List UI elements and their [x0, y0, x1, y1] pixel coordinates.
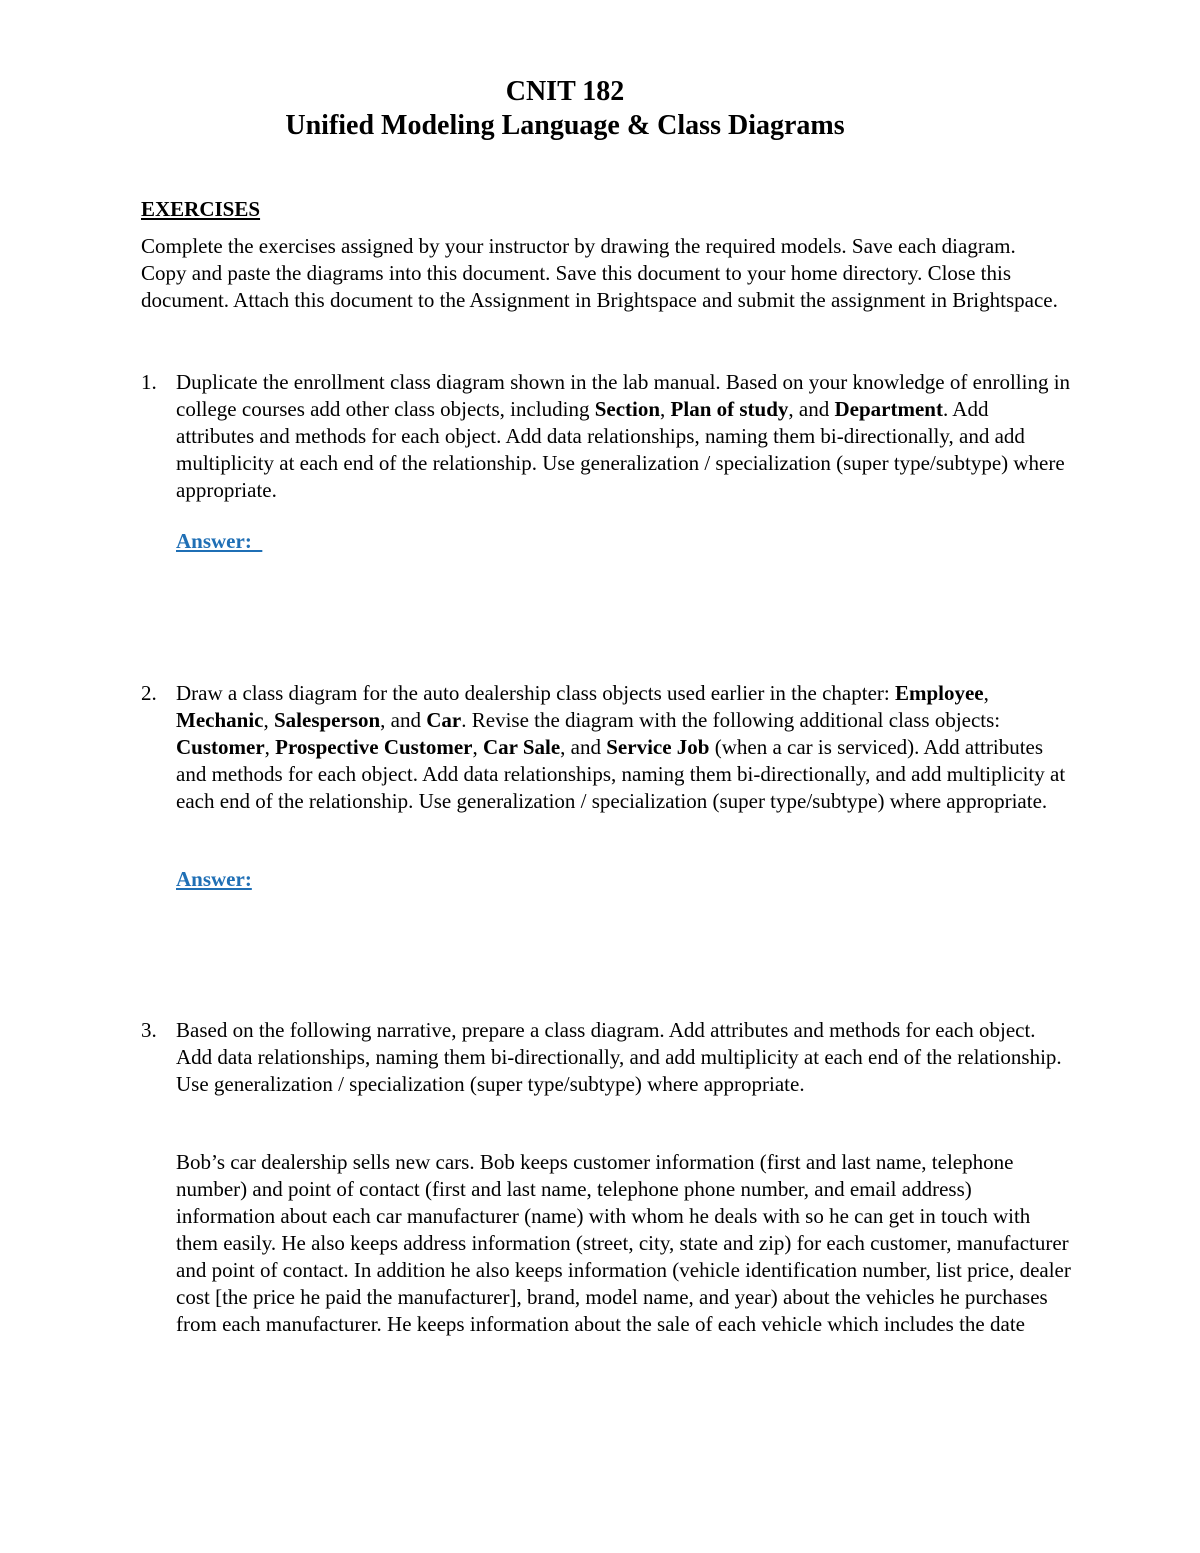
intro-paragraph: Complete the exercises assigned by your instructor by drawing the required models. Save each diagram. Copy and paste the diagrams into this document. Save this document to your home directory. Close this document. Attach this document to the Assignment in Brightspace and submit the assignment in Brightspace.	[141, 234, 1058, 312]
class-service-job: Service Job	[606, 735, 710, 759]
class-plan-of-study: Plan of study	[670, 397, 789, 421]
exercise-2-text-part: ,	[983, 681, 989, 705]
document-title: Unified Modeling Language & Class Diagrams	[285, 110, 845, 141]
exercise-2-answer-label: Answer:	[176, 867, 252, 891]
class-car-sale: Car Sale	[482, 735, 561, 759]
exercise-2-text-part: Draw a class diagram for the auto dealership class objects used earlier in the chapter:	[176, 681, 895, 705]
class-car: Car	[426, 708, 462, 732]
exercise-2-text-part: ,	[472, 735, 483, 759]
course-code-title: CNIT 182	[505, 76, 625, 107]
exercise-2-text-part: , and	[560, 735, 607, 759]
exercise-1-text-part: , and	[788, 397, 835, 421]
class-section: Section	[594, 397, 661, 421]
exercise-2-text-part: , and	[380, 708, 427, 732]
exercises-heading: EXERCISES	[141, 197, 261, 221]
class-employee: Employee	[894, 681, 984, 705]
exercise-2-text-part: ,	[264, 735, 276, 759]
exercise-1-number: 1.	[141, 370, 157, 394]
exercise-3-number: 3.	[141, 1018, 157, 1042]
exercise-2-number: 2.	[141, 681, 157, 705]
class-department: Department	[834, 397, 943, 421]
class-mechanic: Mechanic	[176, 708, 264, 732]
class-customer: Customer	[176, 735, 265, 759]
class-prospective-customer: Prospective Customer	[275, 735, 473, 759]
exercise-1-answer-label: Answer:	[176, 529, 263, 553]
exercise-2-text-part: (when a car is serviced). Add attributes and methods for each object. Add data relationships, naming them bi-directionally, and add multiplicity at each end of the relationship. Use generalization / specialization (super type/subtype) where appropriate.	[176, 735, 1066, 813]
exercise-1-text-part: . Add attributes and methods for each object. Add data relationships, naming them bi-directionally, and add multiplicity at each end of the relationship. Use generalization / specialization (super type/subtype) where appropriate.	[176, 397, 1065, 502]
exercise-1-text-part: Duplicate the enrollment class diagram shown in the lab manual. Based on your knowledge of enrolling in college courses add other class objects, including	[176, 370, 1071, 421]
exercise-1-text-part: ,	[660, 397, 671, 421]
exercise-3-text: Based on the following narrative, prepare a class diagram. Add attributes and methods for each object. Add data relationships, naming them bi-directionally, and add multiplicity at each end of the relationship. Use generalization / specialization (super type/subtype) where appropriate.	[176, 1018, 1062, 1096]
exercise-1-text	[176, 369, 1071, 504]
class-salesperson: Salesperson	[273, 708, 381, 732]
exercise-2-text-part: . Revise the diagram with the following additional class objects:	[461, 708, 1001, 732]
exercise-2-text-part: ,	[263, 708, 274, 732]
exercise-2-text	[176, 680, 1071, 815]
exercise-3-narrative: Bob’s car dealership sells new cars. Bob keeps customer information (first and last name, telephone number) and point of contact (first and last name, telephone phone number, and email address) information about each car manufacturer (name) with whom he deals with so he can get in touch with them easily. He also keeps address information (street, city, state and zip) for each customer, manufacturer and point of contact. In addition he also keeps information (vehicle identification number, list price, dealer cost [the price he paid the manufacturer], brand, model name, and year) about the vehicles he purchases from each manufacturer. He keeps information about the sale of each vehicle which includes the date	[176, 1150, 1071, 1336]
